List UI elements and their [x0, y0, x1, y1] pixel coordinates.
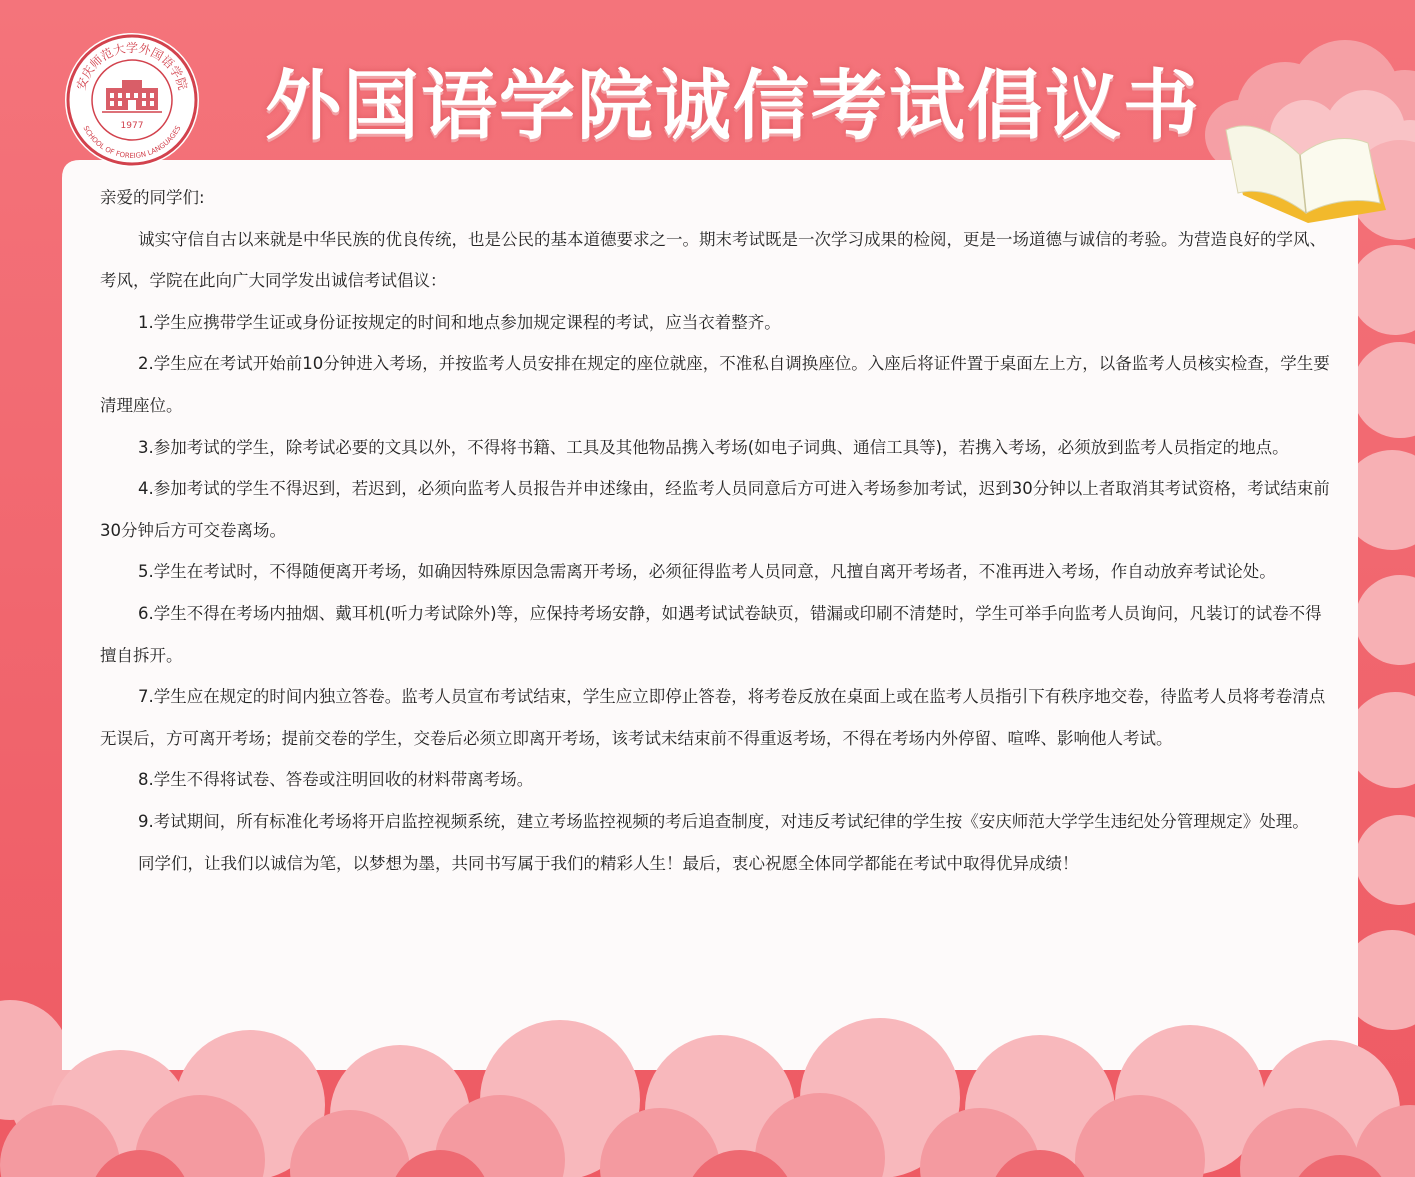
paragraph-item-2: 2.学生应在考试开始前10分钟进入考场，并按监考人员安排在规定的座位就座，不准私自调换座位。入座后将证件置于桌面左上方，以备监考人员核实检查，学生要清理座位。 — [100, 354, 1330, 415]
paragraph-item-9: 9.考试期间，所有标准化考场将开启监控视频系统，建立考场监控视频的考后追查制度，对违反考试纪律的学生按《安庆师范大学学生违纪处分管理规定》处理。 — [138, 811, 1309, 831]
paragraph-item-1: 1.学生应携带学生证或身份证按规定的时间和地点参加规定课程的考试，应当衣着整齐。 — [138, 312, 781, 332]
school-emblem-icon — [62, 30, 202, 170]
paragraph-item-8: 8.学生不得将试卷、答卷或注明回收的材料带离考场。 — [138, 770, 534, 790]
salutation: 亲爱的同学们: — [100, 188, 205, 207]
emblem-ring-text-en: SCHOOL OF FOREIGN LANGUAGES — [81, 124, 183, 161]
paragraph-item-5: 5.学生在考试时，不得随便离开考场，如确因特殊原因急需离开考场，必须征得监考人员同意，凡擅自离开考场者，不准再进入考场，作自动放弃考试论处。 — [138, 562, 1276, 582]
paragraph-item-6: 6.学生不得在考场内抽烟、戴耳机(听力考试除外)等，应保持考场安静，如遇考试试卷缺页，错漏或印刷不清楚时，学生可举手向监考人员询问，凡装订的试卷不得擅自拆开。 — [100, 603, 1322, 665]
paragraph-item-4: 4.参加考试的学生不得迟到，若迟到，必须向监考人员报告并申述缘由，经监考人员同意后方可进入考场参加考试，迟到30分钟以上者取消其考试资格，考试结束前30分钟后方可交卷离场。 — [100, 479, 1330, 540]
emblem-year: 1977 — [120, 121, 144, 131]
paragraph-item-7: 7.学生应在规定的时间内独立答卷。监考人员宣布考试结束，学生应立即停止答卷，将考卷反放在桌面上或在监考人员指引下有秩序地交卷，待监考人员将考卷清点无误后，方可离开考场；提前交卷的学生，交卷后必须立即离开考场，该考试未结束前不得重返考场，不得在考场内外停留、喧哗、影响他人考试。 — [100, 687, 1326, 748]
paragraph-intro: 诚实守信自古以来就是中华民族的优良传统，也是公民的基本道德要求之一。期末考试既是一次学习成果的检阅，更是一场道德与诚信的考验。为营造良好的学风、考风，学院在此向广大同学发出诚信考试倡议： — [100, 229, 1326, 291]
emblem-ring-text: 安庆师范大学外国语学院 — [74, 41, 190, 92]
page-title: 外国语学院诚信考试倡议书 — [265, 60, 1201, 150]
paragraph-closing: 同学们，让我们以诚信为笔，以梦想为墨，共同书写属于我们的精彩人生！最后，衷心祝愿全体同学都能在考试中取得优异成绩！ — [138, 853, 1079, 873]
letter-body — [100, 177, 1335, 884]
paragraph-item-3: 3.参加考试的学生，除考试必要的文具以外，不得将书籍、工具及其他物品携入考场(如电子词典、通信工具等)，若携入考场，必须放到监考人员指定的地点。 — [138, 437, 1289, 457]
